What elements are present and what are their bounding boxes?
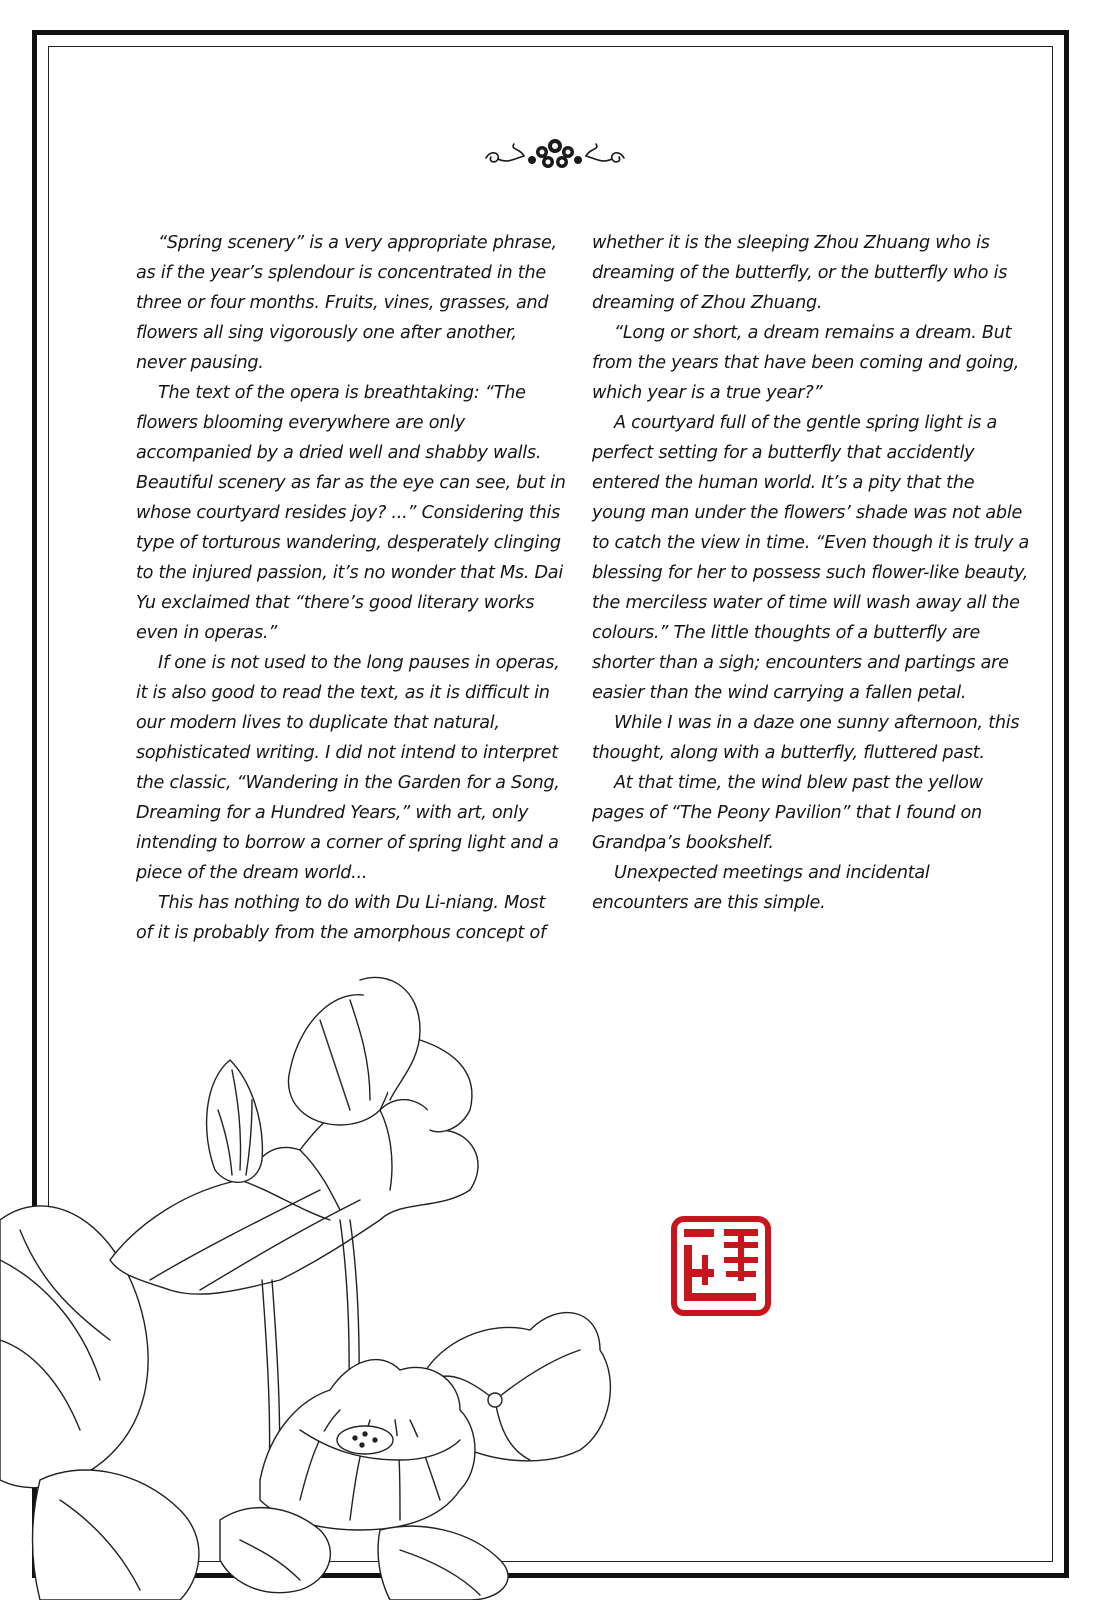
paragraph: If one is not used to the long pauses in operas, it is also good to read the text, as it is difficult in our modern lives to duplicate that natural, sophisticated writing. I did not intend to interpret the classic, “Wandering in the Garden for a Song, Dreaming for a Hundred Years,” with art, only intending to borrow a corner of spring light and a piece of the dream world...: [136, 653, 560, 883]
paragraph: A courtyard full of the gentle spring light is a perfect setting for a butterfly that accidently entered the human world. It’s a pity that the young man under the flowers’ shade was not able to catch the view in time. “Even though it is truly a blessing for her to possess such flower-like beauty, the merciless water of time will wash away all the colours.” The little thoughts of a butterfly are shorter than a sigh; encounters and partings are easier than the wind carrying a fallen petal.: [592, 413, 1029, 703]
paragraph: “Spring scenery” is a very appropriate phrase, as if the year’s splendour is concentrated in the three or four months. Fruits, vines, grasses, and flowers all sing vigorously one after another, never pausing.: [136, 233, 557, 373]
lotus-illustration: [0, 960, 700, 1600]
text-column-left: [136, 228, 566, 948]
paragraph-continued: whether it is the sleeping Zhou Zhuang who is dreaming of the butterfly, or the butterfly who is dreaming of Zhou Zhuang.: [592, 233, 1008, 313]
scroll-flourish-icon: [480, 130, 630, 176]
paragraph: “Long or short, a dream remains a dream. But from the years that have been coming and going, which year is a true year?”: [592, 323, 1020, 403]
paragraph: While I was in a daze one sunny afternoon, this thought, along with a butterfly, fluttered past.: [592, 713, 1020, 763]
paragraph: The text of the opera is breathtaking: “The flowers blooming everywhere are only accompanied by a dried well and shabby walls. Beautiful scenery as far as the eye can see, but in whose courtyard resides joy? ...” Considering this type of torturous wandering, desperately clinging to the injured passion, it’s no wonder that Ms. Dai Yu exclaimed that “there’s good literary works even in operas.”: [136, 383, 566, 643]
paragraph: Unexpected meetings and incidental encounters are this simple.: [592, 863, 930, 913]
red-chinese-seal-stamp: [670, 1215, 772, 1317]
paragraph: At that time, the wind blew past the yellow pages of “The Peony Pavilion” that I found on Grandpa’s bookshelf.: [592, 773, 983, 853]
paragraph: This has nothing to do with Du Li-niang. Most of it is probably from the amorphous concept of: [136, 893, 547, 943]
text-column-right: [592, 228, 1030, 918]
